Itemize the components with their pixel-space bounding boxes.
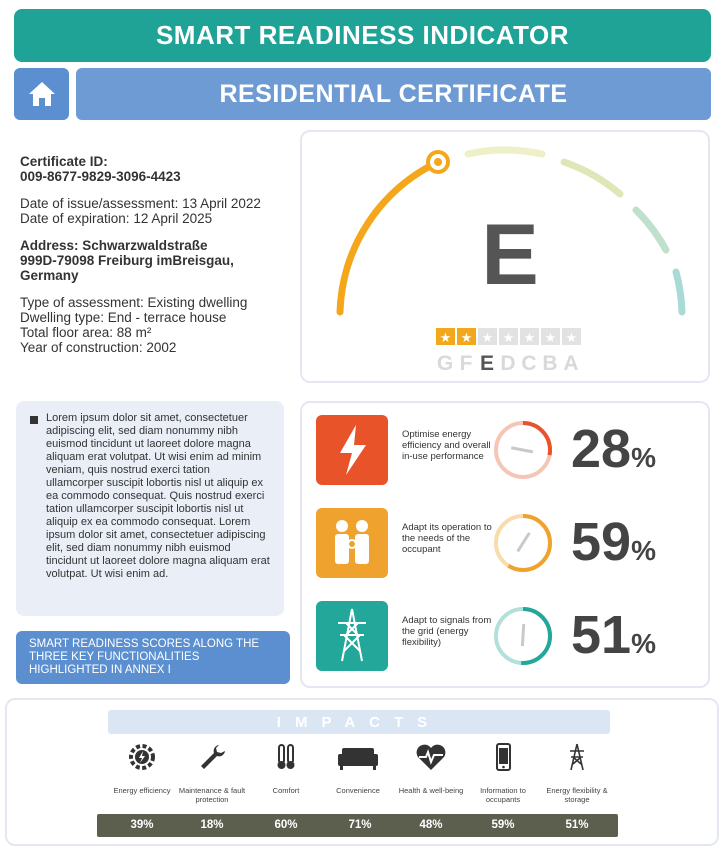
functionality-percent [571,419,656,488]
gauge-arc-segment-4 [636,210,666,250]
functionality-value: 59 [571,512,632,572]
star-glyph: ★ [481,331,494,346]
impact-value: 48% [419,819,443,831]
impact-value: 71% [348,819,372,831]
lightning-icon [316,415,388,485]
floor-area: Total floor area: 88 m² [20,325,152,340]
heart-icon [414,742,448,772]
gauge-arc-segment-1 [340,162,438,312]
impact-label: Health & well-being [398,786,464,795]
sofa-icon [336,742,380,772]
scores-note: SMART READINESS SCORES ALONG THE THREE KEY FUNCTIONALITIES HIGHLIGHTED IN ANNEX I [16,631,290,684]
percent-sign: % [631,535,656,566]
functionality-value: 28 [571,419,632,479]
rating-gauge-card [300,130,710,383]
address-line2: 999D-79098 Freiburg imBreisgau, [20,253,234,268]
scale-letter: B [542,352,558,375]
impact-label: Energy efficiency [113,786,171,795]
star-glyph: ★ [565,331,578,346]
issue-date: Date of issue/assessment: 13 April 2022 [20,196,261,211]
home-icon [27,80,57,108]
functionality-row [316,601,696,673]
functionality-ring [490,510,556,576]
impact-label: Maintenance & fault protection [178,786,246,804]
scale-letter: D [500,352,516,375]
percent-sign: % [631,442,656,473]
impact-value: 51% [565,819,589,831]
scale-letter: E [479,352,495,375]
certificate-id-value: 009-8677-9829-3096-4423 [20,169,181,184]
functionality-ring [490,603,556,669]
functionality-row [316,415,696,487]
functionality-percent [571,512,656,581]
star-glyph: ★ [502,331,515,346]
page-title: SMART READINESS INDICATOR [14,9,711,62]
scale-letter: A [563,352,579,375]
scale-letter: C [521,352,537,375]
description-text: Lorem ipsum dolor sit amet, consectetuer adipiscing elit, sed diam nonummy nibh euismod tincidunt ut laoreet dolore magna aliquam erat volutpat. Ut wisi enim ad minim veniam, quis nostrud exerci tation ullamcorper suscipit lobortis nisl ut aliquip ex ea commodo consequat. Quis nostrud exerci tation ullamcorper suscipit lobortis nisl ut aliquip ex ea commodo consequat. Lorem ipsum dolor sit amet, consectetuer adipiscing elit, sed diam nonummy nibh euismod tincidunt ut laoreet dolore magna aliquam erat volutpat. Ut wisi enim ad. [46,412,270,580]
bullet-icon [30,416,38,424]
functionality-card [300,401,710,688]
ring-needle [511,448,533,452]
description-box [16,401,284,616]
rating-class-letter: E [481,207,539,303]
impact-label: Information to occupants [480,786,526,804]
gauge-arc-segment-5 [676,272,682,312]
functionality-row [316,508,696,580]
construction-year: Year of construction: 2002 [20,340,177,355]
scale-letter: G [436,352,454,375]
impacts-title: IMPACTS [108,710,610,734]
scale-letter: F [459,352,473,375]
pylon-small-icon [562,742,592,772]
star-glyph: ★ [460,331,473,346]
home-button[interactable] [14,68,69,120]
gauge-arc-segment-3 [564,162,620,194]
rating-stars [436,328,581,346]
certificate-subtitle: RESIDENTIAL CERTIFICATE [76,68,711,120]
dwelling-type: Dwelling type: End - terrace house [20,310,227,325]
rating-scale [437,352,579,375]
thermometer-icon [271,742,301,772]
certificate-info [20,154,295,355]
functionality-text: Adapt its operation to the needs of the occupant [402,522,492,555]
functionality-percent [571,605,656,674]
star-glyph: ★ [439,331,452,346]
impact-label: Comfort [272,786,300,795]
impact-item [391,742,471,795]
expiry-date: Date of expiration: 12 April 2025 [20,211,213,226]
impact-item [463,742,543,804]
functionality-text: Optimise energy efficiency and overall in-use performance [402,429,491,462]
assessment-type: Type of assessment: Existing dwelling [20,295,248,310]
impact-value: 39% [130,819,154,831]
ring-needle [522,624,523,646]
impact-item [172,742,252,804]
impact-value: 59% [491,819,515,831]
address-line3: Germany [20,268,79,283]
functionality-value: 51 [571,605,632,665]
gauge-arc-segment-2 [468,150,542,154]
impact-label: Convenience [336,786,380,795]
functionality-text: Adapt to signals from the grid (energy flexibility) [402,615,492,648]
impact-item [246,742,326,795]
phone-icon [488,742,518,772]
family-icon [316,508,388,578]
ring-needle [518,533,530,552]
impact-value: 18% [200,819,224,831]
impact-value: 60% [274,819,298,831]
address-line1: Address: Schwarzwaldstraße [20,238,208,253]
percent-sign: % [631,628,656,659]
impact-item [537,742,617,804]
star-glyph: ★ [523,331,536,346]
pylon-icon [316,601,388,671]
certificate-id-label: Certificate ID: [20,154,108,169]
impact-item [318,742,398,795]
rating-gauge [302,132,708,381]
impact-label: Energy flexibility & storage [546,786,608,804]
impact-item [102,742,182,795]
gear-bolt-icon [127,742,157,772]
star-glyph: ★ [544,331,557,346]
wrench-icon [197,742,227,772]
functionality-ring [490,417,556,483]
